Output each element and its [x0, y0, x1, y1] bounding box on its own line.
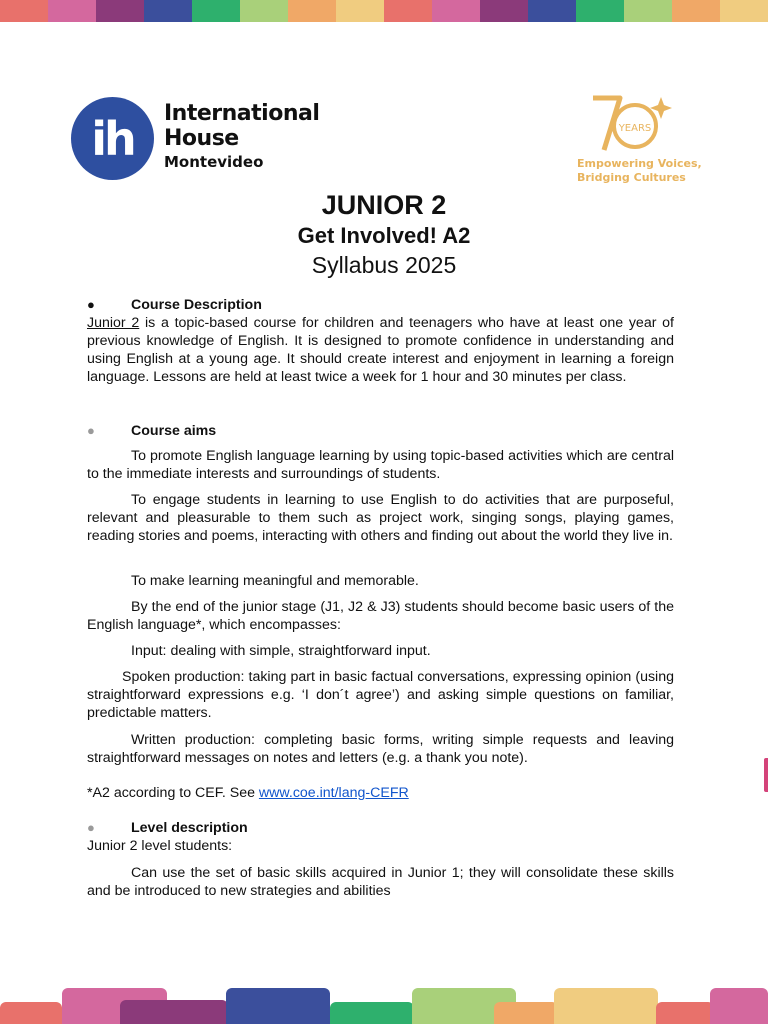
- logo-monogram: ih: [71, 97, 154, 180]
- logo-wordmark: [164, 103, 319, 170]
- logo-line-house: House: [164, 126, 239, 151]
- anniversary-badge: [574, 94, 702, 186]
- stripe-segment: [672, 0, 720, 22]
- logo-line-international: International: [164, 101, 320, 126]
- bottom-color-bars: [0, 985, 768, 1024]
- heading-level-description: Level description: [131, 820, 248, 836]
- aims-paragraph-1: To promote English language learning by using topic-based activities which are central to the immediate interests and surroundings of students.: [87, 448, 674, 482]
- bottom-bar: [120, 1000, 228, 1024]
- course-name-link: Junior 2: [87, 315, 140, 331]
- bullet-course-description: ●: [87, 297, 95, 312]
- stripe-segment: [480, 0, 528, 22]
- bottom-bar: [710, 988, 768, 1024]
- stripe-segment: [192, 0, 240, 22]
- side-accent-mark: [764, 758, 768, 792]
- badge-years-label: YEARS: [618, 123, 652, 134]
- aims-paragraph-3: To make learning meaningful and memorable.: [131, 573, 419, 589]
- aims-paragraph-4: By the end of the junior stage (J1, J2 & J3) students should become basic users of the English language*, which encompasses:: [87, 599, 674, 633]
- footnote-text: *A2 according to CEF. See: [87, 785, 259, 801]
- bottom-bar: [554, 988, 658, 1024]
- bottom-bar: [494, 1002, 558, 1024]
- badge-tagline-2: Bridging Cultures: [577, 171, 686, 184]
- seventy-years-icon: [590, 94, 674, 154]
- page-title: JUNIOR 2: [321, 190, 447, 220]
- aims-input: Input: dealing with simple, straightforward input.: [131, 643, 431, 659]
- badge-tagline-1: Empowering Voices,: [577, 157, 702, 170]
- stripe-segment: [0, 0, 48, 22]
- stripe-segment: [624, 0, 672, 22]
- bullet-level-description: ●: [87, 820, 95, 835]
- heading-course-description: Course Description: [131, 297, 262, 313]
- bullet-course-aims: ●: [87, 423, 95, 438]
- stripe-segment: [288, 0, 336, 22]
- stripe-segment: [720, 0, 768, 22]
- course-description-body: is a topic-based course for children and teenagers who have at least one year of previous knowledge of English. It is designed to promote confidence in understanding and using English at a young age. It should create interest and enjoyment in learning a foreign language. Lessons are held at least twice a week for 1 hour and 30 minutes per class.: [87, 315, 674, 385]
- level-paragraph-1: Can use the set of basic skills acquired in Junior 1; they will consolidate these skills and be introduced to new strategies and abilities: [87, 865, 674, 899]
- ih-logo: [71, 97, 331, 182]
- level-intro: Junior 2 level students:: [87, 838, 233, 854]
- stripe-segment: [432, 0, 480, 22]
- aims-spoken-production: Spoken production: taking part in basic factual conversations, expressing opinion (using straightforward expressions e.g. ‘I don´t agree’) and asking simple questions on familiar, predictable matters.: [87, 669, 674, 721]
- heading-course-aims: Course aims: [131, 423, 217, 439]
- aims-written-production: Written production: completing basic forms, writing simple requests and leaving straightforward messages on notes and letters (e.g. a thank you note).: [87, 732, 674, 766]
- bottom-bar: [226, 988, 330, 1024]
- logo-line-montevideo: Montevideo: [164, 153, 264, 171]
- cef-footnote: [87, 784, 674, 802]
- stripe-segment: [144, 0, 192, 22]
- top-color-stripe: [0, 0, 768, 22]
- stripe-segment: [48, 0, 96, 22]
- stripe-segment: [240, 0, 288, 22]
- cefr-link[interactable]: www.coe.int/lang-CEFR: [258, 785, 409, 801]
- bottom-bar: [0, 1002, 62, 1024]
- course-description-text: [87, 314, 674, 386]
- stripe-segment: [576, 0, 624, 22]
- bottom-bar: [330, 1002, 414, 1024]
- stripe-segment: [384, 0, 432, 22]
- syllabus-year: Syllabus 2025: [311, 252, 457, 278]
- aims-paragraph-2: To engage students in learning to use English to do activities that are purposeful, relevant and pleasurable to them such as project work, singing songs, playing games, reading stories and poems, interacting with others and finding out about the world they live in.: [87, 492, 674, 544]
- stripe-segment: [336, 0, 384, 22]
- bottom-bar: [656, 1002, 714, 1024]
- course-subtitle: Get Involved! A2: [297, 223, 471, 248]
- stripe-segment: [528, 0, 576, 22]
- stripe-segment: [96, 0, 144, 22]
